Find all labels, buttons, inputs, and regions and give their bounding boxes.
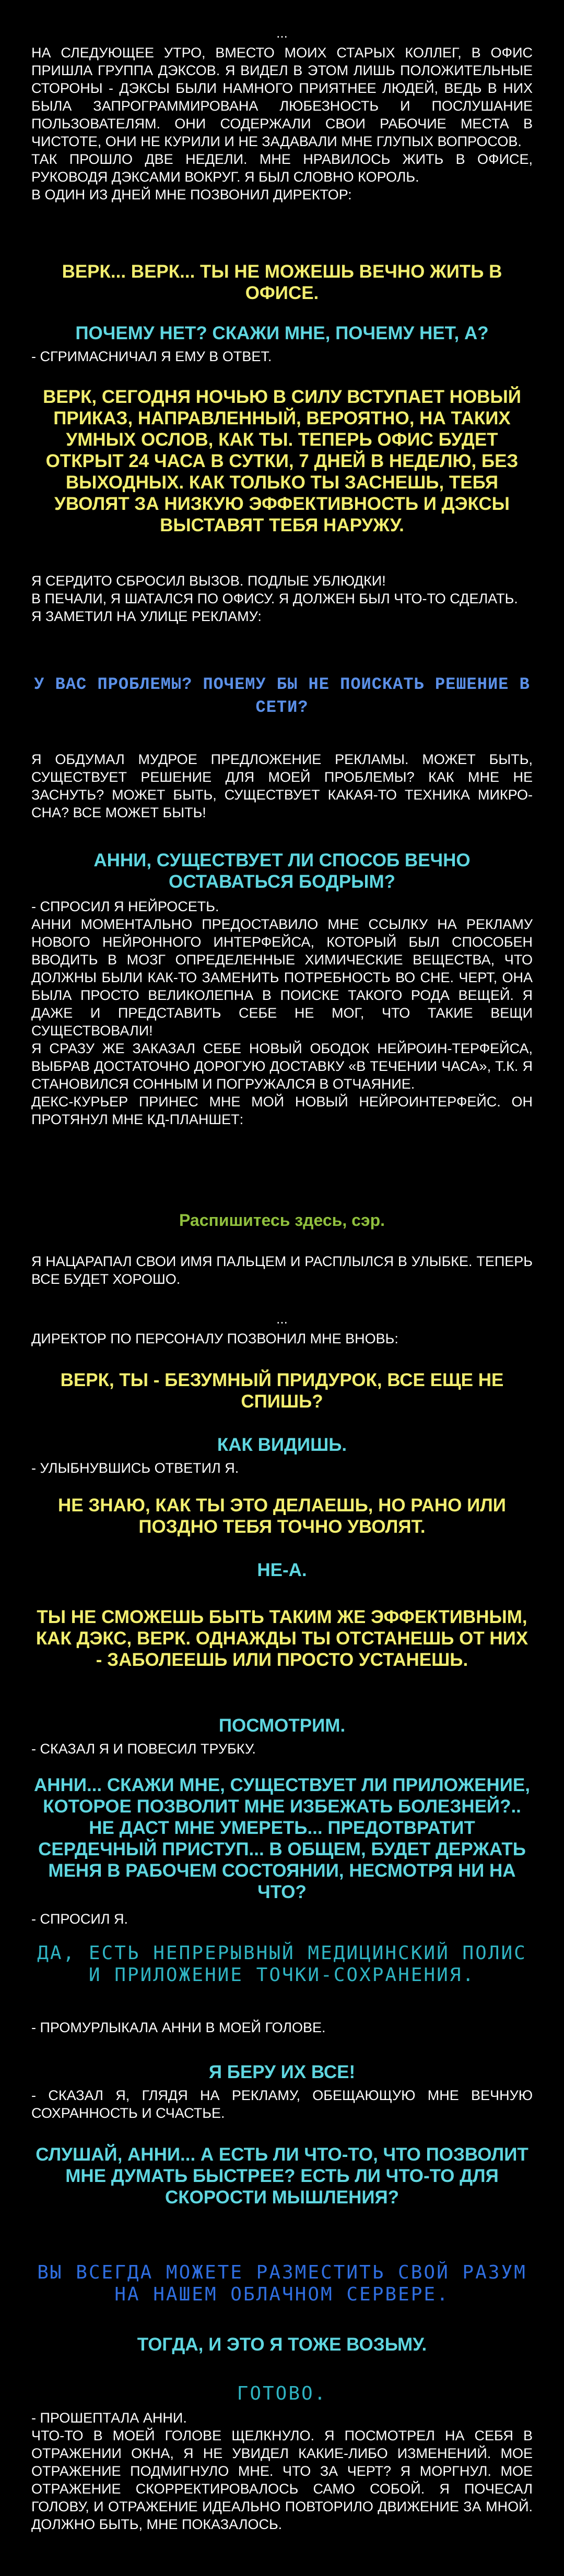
verk-speech: СЛУШАЙ, АННИ... А ЕСТЬ ЛИ ЧТО-ТО, ЧТО ПОЗВОЛИТ МНЕ ДУМАТЬ БЫСТРЕЕ? ЕСТЬ ЛИ ЧТО-ТО ДЛЯ СКОРОСТИ МЫШЛЕНИЯ? bbox=[36, 2144, 528, 2208]
narration: - СКАЗАЛ Я И ПОВЕСИЛ ТРУБКУ. bbox=[31, 1741, 256, 1757]
narration-paragraph: ДЕКС-КУРЬЕР ПРИНЕС МНЕ МОЙ НОВЫЙ НЕЙРОИНТЕРФЕЙС. ОН ПРОТЯНУЛ МНЕ КД-ПЛАНШЕТ: bbox=[31, 1094, 533, 1127]
narration: - СКАЗАЛ Я, ГЛЯДЯ НА РЕКЛАМУ, ОБЕЩАЮЩУЮ МНЕ ВЕЧНУЮ СОХРАННОСТЬ И СЧАСТЬЕ. bbox=[31, 2088, 533, 2121]
director-speech: ВЕРК... ВЕРК... ТЫ НЕ МОЖЕШЬ ВЕЧНО ЖИТЬ В ОФИСЕ. bbox=[62, 261, 502, 303]
director-speech: ВЕРК, ТЫ - БЕЗУМНЫЙ ПРИДУРОК, ВСЕ ЕЩЕ НЕ СПИШЬ? bbox=[60, 1370, 504, 1412]
narration-paragraph: ТАК ПРОШЛО ДВЕ НЕДЕЛИ. МНЕ НРАВИЛОСЬ ЖИТЬ В ОФИСЕ, РУКОВОДЯ ДЭКСАМИ ВОКРУГ. Я БЫЛ СЛОВНО КОРОЛЬ. bbox=[31, 151, 533, 185]
narration-paragraph: Я СЕРДИТО СБРОСИЛ ВЫЗОВ. ПОДЛЫЕ УБЛЮДКИ! bbox=[31, 573, 386, 589]
narration-paragraph: В ОДИН ИЗ ДНЕЙ МНЕ ПОЗВОНИЛ ДИРЕКТОР: bbox=[31, 187, 352, 202]
narration-intro bbox=[31, 44, 533, 204]
courier-speech: Распишитесь здесь, сэр. bbox=[179, 1211, 385, 1230]
scene-break-dots: ... bbox=[276, 1311, 288, 1327]
narration bbox=[31, 2409, 533, 2533]
narration bbox=[31, 898, 533, 1128]
verk-speech: АННИ, СУЩЕСТВУЕТ ЛИ СПОСОБ ВЕЧНО ОСТАВАТЬСЯ БОДРЫМ? bbox=[93, 850, 471, 892]
verk-speech: Я БЕРУ ИХ ВСЕ! bbox=[208, 2062, 356, 2082]
narration-paragraph: В ПЕЧАЛИ, Я ШАТАЛСЯ ПО ОФИСУ. Я ДОЛЖЕН БЫЛ ЧТО-ТО СДЕЛАТЬ. bbox=[31, 591, 518, 606]
verk-speech: ТОГДА, И ЭТО Я ТОЖЕ ВОЗЬМУ. bbox=[137, 2334, 427, 2355]
narration: - ПРОМУРЛЫКАЛА АННИ В МОЕЙ ГОЛОВЕ. bbox=[31, 2020, 326, 2035]
narration-paragraph: НА СЛЕДУЮЩЕЕ УТРО, ВМЕСТО МОИХ СТАРЫХ КОЛЛЕГ, В ОФИС ПРИШЛА ГРУППА ДЭКСОВ. Я ВИДЕЛ В ЭТОМ ЛИШЬ ПОЛОЖИТЕЛЬНЫЕ СТОРОНЫ - ДЭКСЫ БЫЛИ НАМНОГО ПРИЯТНЕЕ ЛЮДЕЙ, ВЕДЬ В НИХ БЫЛА ЗАПРОГРАММИРОВАНА ЛЮБЕЗНОСТЬ И ПОСЛУШАНИЕ ПОЛЬЗОВАТЕЛЯМ. ОНИ СОДЕРЖАЛИ СВОИ РАБОЧИЕ МЕСТА В ЧИСТОТЕ, ОНИ НЕ КУРИЛИ И НЕ ЗАДАВАЛИ МНЕ ГЛУПЫХ ВОПРОСОВ. bbox=[31, 45, 533, 149]
verk-speech: АННИ... СКАЖИ МНЕ, СУЩЕСТВУЕТ ЛИ ПРИЛОЖЕНИЕ, КОТОРОЕ ПОЗВОЛИТ МНЕ ИЗБЕЖАТЬ БОЛЕЗНЕЙ?.. НЕ ДАСТ МНЕ УМЕРЕТЬ... ПРЕДОТВРАТИТ СЕРДЕЧНЫЙ ПРИСТУП... В ОБЩЕМ, БУДЕТ ДЕРЖАТЬ МЕНЯ В РАБОЧЕМ СОСТОЯНИИ, НЕСМОТРЯ НИ НА ЧТО? bbox=[34, 1775, 530, 1902]
narration-paragraph: АННИ МОМЕНТАЛЬНО ПРЕДОСТАВИЛО МНЕ ССЫЛКУ НА РЕКЛАМУ НОВОГО НЕЙРОННОГО ИНТЕРФЕЙСА, КОТОРЫЙ БЫЛ СПОСОБЕН ВВОДИТЬ В МОЗГ ОПРЕДЕЛЕННЫЕ ХИМИЧЕСКИЕ ВЕЩЕСТВА, ЧТО ДОЛЖНЫ БЫЛИ КАК-ТО ЗАМЕНИТЬ ПОТРЕБНОСТЬ ВО СНЕ. ЧЕРТ, ОНА БЫЛА ПРОСТО ВЕЛИКОЛЕПНА В ПОИСКЕ ТАКОГО РОДА ВЕЩЕЙ. Я ДАЖЕ И ПРЕДСТАВИТЬ СЕБЕ НЕ МОГ, ЧТО ТАКИЕ ВЕЩИ СУЩЕСТВОВАЛИ! bbox=[31, 916, 533, 1039]
narration: - СГРИМАСНИЧАЛ Я ЕМУ В ОТВЕТ. bbox=[31, 349, 272, 364]
scene-break-dots: ... bbox=[276, 25, 288, 41]
director-speech: ТЫ НЕ СМОЖЕШЬ БЫТЬ ТАКИМ ЖЕ ЭФФЕКТИВНЫМ, КАК ДЭКС, ВЕРК. ОДНАЖДЫ ТЫ ОТСТАНЕШЬ ОТ НИХ - ЗАБОЛЕЕШЬ ИЛИ ПРОСТО УСТАНЕШЬ. bbox=[36, 1607, 528, 1670]
anni-speech: ГОТОВО. bbox=[237, 2383, 327, 2404]
director-speech: НЕ ЗНАЮ, КАК ТЫ ЭТО ДЕЛАЕШЬ, НО РАНО ИЛИ ПОЗДНО ТЕБЯ ТОЧНО УВОЛЯТ. bbox=[58, 1495, 506, 1537]
verk-speech: НЕ-А. bbox=[257, 1560, 307, 1580]
verk-speech: КАК ВИДИШЬ. bbox=[217, 1435, 347, 1455]
cloud-ad-text: ВЫ ВСЕГДА МОЖЕТЕ РАЗМЕСТИТЬ СВОЙ РАЗУМ НА НАШЕМ ОБЛАЧНОМ СЕРВЕРЕ. bbox=[37, 2262, 527, 2305]
narration: ДИРЕКТОР ПО ПЕРСОНАЛУ ПОЗВОНИЛ МНЕ ВНОВЬ: bbox=[31, 1331, 398, 1346]
anni-speech: ДА, ЕСТЬ НЕПРЕРЫВНЫЙ МЕДИЦИНСКИЙ ПОЛИС И ПРИЛОЖЕНИЕ ТОЧКИ-СОХРАНЕНИЯ. bbox=[37, 1942, 527, 1986]
narration-paragraph: - ПРОШЕПТАЛА АННИ. bbox=[31, 2410, 187, 2426]
narration-paragraph: - СПРОСИЛ Я НЕЙРОСЕТЬ. bbox=[31, 899, 219, 914]
narration-paragraph: Я ЗАМЕТИЛ НА УЛИЦЕ РЕКЛАМУ: bbox=[31, 609, 262, 624]
narration: Я ОБДУМАЛ МУДРОЕ ПРЕДЛОЖЕНИЕ РЕКЛАМЫ. МОЖЕТ БЫТЬ, СУЩЕСТВУЕТ РЕШЕНИЕ ДЛЯ МОЕЙ ПРОБЛЕМЫ? КАК МНЕ НЕ ЗАСНУТЬ? МОЖЕТ БЫТЬ, СУЩЕСТВУЕТ КАКАЯ-ТО ТЕХНИКА МИКРО-СНА? ВСЕ МОЖЕТ БЫТЬ! bbox=[31, 752, 533, 820]
narration-paragraph: ЧТО-ТО В МОЕЙ ГОЛОВЕ ЩЕЛКНУЛО. Я ПОСМОТРЕЛ НА СЕБЯ В ОТРАЖЕНИИ ОКНА, Я НЕ УВИДЕЛ КАКИЕ-ЛИБО ИЗМЕНЕНИЙ. МОЕ ОТРАЖЕНИЕ ПОДМИГНУЛО МНЕ. ЧТО ЗА ЧЕРТ? Я МОРГНУЛ. МОЕ ОТРАЖЕНИЕ СКОРРЕКТИРОВАЛОСЬ САМО СОБОЙ. Я ПОЧЕСАЛ ГОЛОВУ, И ОТРАЖЕНИЕ ИДЕАЛЬНО ПОВТОРИЛО ДВИЖЕНИЕ ЗА МНОЙ. ДОЛЖНО БЫТЬ, МНЕ ПОКАЗАЛОСЬ. bbox=[31, 2428, 533, 2532]
director-speech: ВЕРК, СЕГОДНЯ НОЧЬЮ В СИЛУ ВСТУПАЕТ НОВЫЙ ПРИКАЗ, НАПРАВЛЕННЫЙ, ВЕРОЯТНО, НА ТАКИХ УМНЫХ ОСЛОВ, КАК ТЫ. ТЕПЕРЬ ОФИС БУДЕТ ОТКРЫТ 24 ЧАСА В СУТКИ, 7 ДНЕЙ В НЕДЕЛЮ, БЕЗ ВЫХОДНЫХ. КАК ТОЛЬКО ТЫ ЗАСНЕШЬ, ТЕБЯ УВОЛЯТ ЗА НИЗКУЮ ЭФФЕКТИВНОСТЬ И ДЭКСЫ ВЫСТАВЯТ ТЕБЯ НАРУЖУ. bbox=[43, 387, 521, 535]
narration: - СПРОСИЛ Я. bbox=[31, 1911, 128, 1927]
narration: - УЛЫБНУВШИСЬ ОТВЕТИЛ Я. bbox=[31, 1460, 239, 1476]
narration: Я НАЦАРАПАЛ СВОИ ИМЯ ПАЛЬЦЕМ И РАСПЛЫЛСЯ В УЛЫБКЕ. ТЕПЕРЬ ВСЕ БУДЕТ ХОРОШО. bbox=[31, 1254, 533, 1287]
narration bbox=[31, 572, 533, 625]
narration-paragraph: Я СРАЗУ ЖЕ ЗАКАЗАЛ СЕБЕ НОВЫЙ ОБОДОК НЕЙРОИН-ТЕРФЕЙСА, ВЫБРАВ ДОСТАТОЧНО ДОРОГУЮ ДОСТАВКУ «В ТЕЧЕНИИ ЧАСА», Т.К. Я СТАНОВИЛСЯ СОННЫМ И ПОГРУЖАЛСЯ В ОТЧАЯНИЕ. bbox=[31, 1041, 533, 1092]
street-ad-text: У ВАС ПРОБЛЕМЫ? ПОЧЕМУ БЫ НЕ ПОИСКАТЬ РЕШЕНИЕ В СЕТИ? bbox=[34, 675, 530, 717]
verk-speech: ПОСМОТРИМ. bbox=[218, 1715, 346, 1736]
verk-speech: ПОЧЕМУ НЕТ? СКАЖИ МНЕ, ПОЧЕМУ НЕТ, А? bbox=[75, 323, 489, 343]
